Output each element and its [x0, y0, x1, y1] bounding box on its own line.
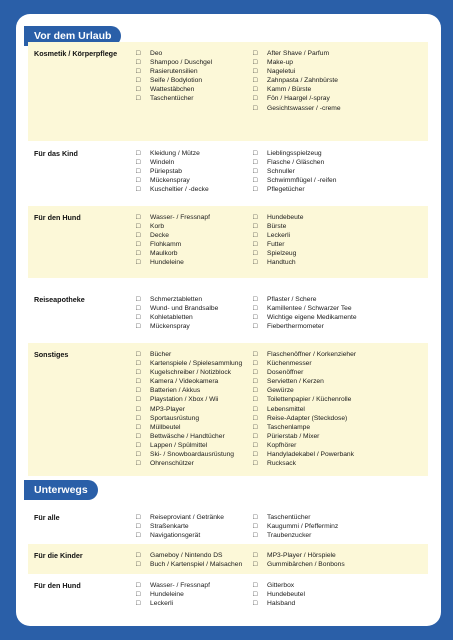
checkbox-icon[interactable]: □	[136, 405, 141, 413]
item-label: Püriерstab	[150, 168, 182, 176]
item-label: Shampoo / Duschgel	[150, 59, 213, 67]
section-hund-unterwegs	[28, 574, 428, 614]
item-label: Kartenspiele / Spielesammlung	[150, 360, 243, 368]
checklist-item[interactable]	[136, 313, 248, 322]
item-label: Rucksack	[267, 460, 296, 468]
checklist-item[interactable]	[136, 459, 248, 468]
item-label: Deo	[150, 50, 163, 57]
checklist-item[interactable]	[136, 581, 248, 590]
item-label: Straßenkarte	[150, 523, 189, 531]
checkbox-icon[interactable]: □	[136, 552, 141, 559]
item-label: Wasser- / Fressnapf	[150, 214, 210, 221]
checklist-item[interactable]	[253, 158, 423, 167]
checklist-item[interactable]	[253, 560, 423, 569]
item-label: Gitterbox	[267, 582, 295, 589]
section-heading-vacation: Vor dem Urlaub	[24, 26, 121, 46]
checklist-left	[136, 149, 248, 194]
item-label: Bücher	[150, 351, 172, 358]
checkbox-icon[interactable]: □	[253, 523, 258, 531]
item-label: After Shave / Parfum	[267, 50, 330, 57]
checklist-item[interactable]	[253, 368, 423, 377]
checkbox-icon[interactable]: □	[253, 241, 258, 249]
item-label: Pflaster / Schere	[267, 296, 317, 303]
checkbox-icon[interactable]: □	[136, 514, 141, 521]
item-label: Halsband	[267, 600, 296, 608]
item-label: Nageletui	[267, 68, 296, 76]
item-label: Fieberthermometer	[267, 323, 324, 331]
checklist-item[interactable]	[136, 167, 248, 176]
item-label: Ski- / Snowboardausrüstung	[150, 451, 235, 459]
checklist-item[interactable]	[253, 258, 423, 267]
item-label: Küchenmesser	[267, 360, 312, 368]
checkbox-icon[interactable]: □	[136, 177, 141, 185]
item-label: MP3-Player	[150, 405, 185, 413]
item-label: Flaschenöffner / Korkenzieher	[267, 351, 357, 358]
checklist-item[interactable]	[136, 67, 248, 76]
item-label: Bürste	[267, 223, 287, 231]
checklist-item[interactable]	[253, 304, 423, 313]
checkbox-icon[interactable]: □	[253, 223, 258, 231]
item-label: Batterien / Akkus	[150, 387, 201, 395]
checkbox-icon[interactable]: □	[136, 77, 141, 85]
checklist-item[interactable]	[253, 423, 423, 432]
checklist-item[interactable]	[136, 213, 248, 222]
checkbox-icon[interactable]: □	[253, 561, 258, 569]
checklist-item[interactable]	[136, 368, 248, 377]
item-label: Reiseproviant / Getränke	[150, 514, 224, 521]
checkbox-icon[interactable]: □	[253, 305, 258, 313]
checkbox-icon[interactable]: □	[253, 250, 258, 258]
checklist-item[interactable]	[253, 85, 423, 94]
section-label: Für den Hund	[34, 213, 81, 222]
checklist-right	[253, 213, 423, 268]
checkbox-icon[interactable]: □	[253, 460, 258, 468]
checkbox-icon[interactable]: □	[253, 214, 258, 221]
checkbox-icon[interactable]: □	[253, 314, 258, 322]
checklist-left	[136, 581, 248, 608]
checklist-right	[253, 513, 423, 540]
checklist-item[interactable]	[253, 522, 423, 531]
checkbox-icon[interactable]: □	[136, 532, 141, 540]
item-label: Schnuller	[267, 168, 295, 176]
checkbox-icon[interactable]: □	[253, 232, 258, 240]
checkbox-icon[interactable]: □	[136, 259, 141, 267]
checkbox-icon[interactable]: □	[253, 414, 258, 422]
item-label: MP3-Player / Hörspiele	[267, 552, 336, 559]
item-label: Schmerztabletten	[150, 296, 203, 303]
checklist-item[interactable]	[136, 240, 248, 249]
checklist-item[interactable]	[136, 522, 248, 531]
checklist-item[interactable]	[136, 441, 248, 450]
checklist-left	[136, 551, 248, 569]
checkbox-icon[interactable]: □	[136, 396, 141, 404]
checkbox-icon[interactable]: □	[253, 323, 258, 331]
checklist-item[interactable]	[253, 104, 423, 113]
section-kosmetik	[28, 42, 428, 141]
checkbox-icon[interactable]: □	[136, 323, 141, 331]
checklist-item[interactable]	[136, 386, 248, 395]
checkbox-icon[interactable]: □	[136, 351, 141, 358]
checklist-item[interactable]	[253, 185, 423, 194]
checkbox-icon[interactable]: □	[253, 582, 258, 589]
section-label: Für den Hund	[34, 581, 81, 590]
checklist-item[interactable]	[253, 459, 423, 468]
checklist-item[interactable]	[253, 405, 423, 414]
checklist-item[interactable]	[136, 432, 248, 441]
item-label: Flasche / Gläschen	[267, 159, 325, 167]
checkbox-icon[interactable]: □	[136, 387, 141, 395]
item-label: Maulkorb	[150, 250, 178, 258]
checklist-page	[16, 14, 441, 626]
checklist-item[interactable]	[253, 231, 423, 240]
item-label: Leckerli	[150, 600, 174, 608]
checklist-item[interactable]	[253, 432, 423, 441]
checklist-right	[253, 350, 423, 468]
item-label: Kopfhörer	[267, 441, 297, 449]
checkbox-icon[interactable]: □	[136, 159, 141, 167]
checkbox-icon[interactable]: □	[136, 369, 141, 377]
item-label: Pflegetücher	[267, 186, 305, 194]
item-label: Wasser- / Fressnapf	[150, 582, 210, 589]
checkbox-icon[interactable]: □	[253, 296, 258, 303]
section-apotheke	[28, 288, 428, 338]
checkbox-icon[interactable]: □	[253, 441, 258, 449]
checkbox-icon[interactable]: □	[253, 351, 258, 358]
item-label: Gesichtswasser / -creme	[267, 104, 341, 112]
checklist-item[interactable]	[136, 222, 248, 231]
checkbox-icon[interactable]: □	[253, 86, 258, 94]
item-label: Flohkamm	[150, 241, 182, 249]
checkbox-icon[interactable]: □	[253, 177, 258, 185]
checkbox-icon[interactable]: □	[253, 59, 258, 67]
checklist-item[interactable]	[136, 49, 248, 58]
checklist-item[interactable]	[253, 222, 423, 231]
checkbox-icon[interactable]: □	[136, 582, 141, 589]
item-label: Kamm / Bürste	[267, 86, 312, 94]
checkbox-icon[interactable]: □	[253, 360, 258, 368]
checkbox-icon[interactable]: □	[253, 159, 258, 167]
checkbox-icon[interactable]: □	[136, 168, 141, 176]
checklist-item[interactable]	[136, 414, 248, 423]
checklist-item[interactable]	[136, 560, 248, 569]
checklist-item[interactable]	[253, 581, 423, 590]
item-label: Gummibärchen / Bonbons	[267, 561, 345, 569]
checkbox-icon[interactable]: □	[136, 591, 141, 599]
checkbox-icon[interactable]: □	[253, 259, 258, 267]
item-label: Mückenspray	[150, 323, 190, 331]
checkbox-icon[interactable]: □	[253, 77, 258, 85]
item-label: Schwimmflügel / -reifen	[267, 177, 337, 185]
checklist-item[interactable]	[253, 67, 423, 76]
checkbox-icon[interactable]: □	[136, 296, 141, 303]
checklist-item[interactable]	[136, 176, 248, 185]
item-label: Handyladekabel / Powerbank	[267, 451, 354, 459]
item-label: Lieblingsspielzeug	[267, 150, 322, 157]
item-label: Hundeleine	[150, 591, 184, 599]
checklist-item[interactable]	[253, 176, 423, 185]
checkbox-icon[interactable]: □	[253, 532, 258, 540]
checklist-item[interactable]	[253, 167, 423, 176]
item-label: Handtuch	[267, 259, 296, 267]
checklist-item[interactable]	[253, 513, 423, 522]
item-label: Mückenspray	[150, 177, 190, 185]
checkbox-icon[interactable]: □	[136, 600, 141, 608]
checklist-item[interactable]	[136, 231, 248, 240]
item-label: Leckerli	[267, 232, 291, 240]
checklist-item[interactable]	[253, 350, 423, 359]
checkbox-icon[interactable]: □	[253, 95, 258, 103]
checklist-item[interactable]	[136, 395, 248, 404]
checklist-item[interactable]	[253, 76, 423, 85]
checkbox-icon[interactable]: □	[253, 50, 258, 57]
checkbox-icon[interactable]: □	[136, 150, 141, 157]
checkbox-icon[interactable]: □	[136, 305, 141, 313]
checklist-item[interactable]	[253, 313, 423, 322]
item-label: Rasierutensilien	[150, 68, 198, 76]
item-label: Kleidung / Mütze	[150, 150, 200, 157]
checklist-item[interactable]	[136, 513, 248, 522]
item-label: Wichtige eigene Medikamente	[267, 314, 357, 322]
checklist-item[interactable]	[136, 249, 248, 258]
section-alle	[28, 506, 428, 546]
checklist-item[interactable]	[136, 450, 248, 459]
section-label: Reiseapotheke	[34, 295, 85, 304]
checklist-item[interactable]	[136, 149, 248, 158]
checkbox-icon[interactable]: □	[136, 86, 141, 94]
item-label: Lappen / Spülmittel	[150, 441, 208, 449]
checkbox-icon[interactable]: □	[253, 68, 258, 76]
checkbox-icon[interactable]: □	[136, 68, 141, 76]
section-heading-travel: Unterwegs	[24, 480, 98, 500]
checklist-right	[253, 295, 423, 331]
checklist-item[interactable]	[253, 590, 423, 599]
checkbox-icon[interactable]: □	[136, 314, 141, 322]
checklist-item[interactable]	[253, 94, 423, 103]
checklist-item[interactable]	[253, 149, 423, 158]
section-label: Kosmetik / Körperpflege	[34, 49, 118, 58]
checklist-item[interactable]	[136, 531, 248, 540]
checkbox-icon[interactable]: □	[253, 432, 258, 440]
section-sonstiges	[28, 343, 428, 476]
checkbox-icon[interactable]: □	[136, 360, 141, 368]
checkbox-icon[interactable]: □	[136, 232, 141, 240]
item-label: Spielzeug	[267, 250, 297, 258]
checklist-item[interactable]	[253, 531, 423, 540]
item-label: Servietten / Kerzen	[267, 378, 324, 386]
checklist-item[interactable]	[253, 359, 423, 368]
checkbox-icon[interactable]: □	[136, 414, 141, 422]
checklist-left	[136, 350, 248, 468]
checklist-item[interactable]	[136, 590, 248, 599]
checklist-item[interactable]	[253, 386, 423, 395]
item-label: Gameboy / Nintendo DS	[150, 552, 223, 559]
checkbox-icon[interactable]: □	[136, 441, 141, 449]
checklist-left	[136, 213, 248, 268]
section-kind	[28, 142, 428, 204]
checklist-item[interactable]	[253, 249, 423, 258]
checklist-item[interactable]	[253, 213, 423, 222]
checklist-item[interactable]	[253, 377, 423, 386]
checkbox-icon[interactable]: □	[136, 250, 141, 258]
checklist-item[interactable]	[136, 185, 248, 194]
item-label: Taschentücher	[267, 514, 311, 521]
item-label: Make-up	[267, 59, 294, 67]
item-label: Navigationsgerät	[150, 532, 201, 540]
item-label: Hundebeutel	[267, 591, 305, 599]
checkbox-icon[interactable]: □	[253, 104, 258, 112]
checkbox-icon[interactable]: □	[253, 186, 258, 194]
item-label: Sportausrüstung	[150, 414, 200, 422]
checkbox-icon[interactable]: □	[136, 50, 141, 57]
checkbox-icon[interactable]: □	[136, 378, 141, 386]
item-label: Fön / Haargel /-spray	[267, 95, 330, 103]
item-label: Pürierstab / Mixer	[267, 432, 320, 440]
item-label: Seife / Bodylotion	[150, 77, 203, 85]
checklist-item[interactable]	[136, 322, 248, 331]
checklist-item[interactable]	[253, 441, 423, 450]
checkbox-icon[interactable]: □	[253, 387, 258, 395]
item-label: Playstation / Xbox / Wii	[150, 396, 219, 404]
item-label: Hundebeute	[267, 214, 304, 221]
item-label: Kugelschreiber / Notizblock	[150, 369, 232, 377]
checkbox-icon[interactable]: □	[136, 460, 141, 468]
item-label: Korb	[150, 223, 165, 231]
item-label: Decke	[150, 232, 169, 240]
section-label: Für das Kind	[34, 149, 78, 158]
checklist-item[interactable]	[136, 158, 248, 167]
checklist-item[interactable]	[253, 322, 423, 331]
checklist-left	[136, 49, 248, 104]
checkbox-icon[interactable]: □	[136, 241, 141, 249]
checkbox-icon[interactable]: □	[253, 396, 258, 404]
checklist-right	[253, 581, 423, 608]
checklist-item[interactable]	[136, 76, 248, 85]
checklist-item[interactable]	[136, 551, 248, 560]
item-label: Ohrenschützer	[150, 460, 194, 468]
checklist-right	[253, 149, 423, 194]
checklist-item[interactable]	[253, 551, 423, 560]
checklist-item[interactable]	[136, 599, 248, 608]
item-label: Dosenöffner	[267, 369, 304, 377]
item-label: Kaugummi / Pfefferminz	[267, 523, 339, 531]
section-kinder	[28, 544, 428, 574]
checkbox-icon[interactable]: □	[136, 423, 141, 431]
item-label: Hundeleine	[150, 259, 184, 267]
item-label: Taschenlampe	[267, 423, 311, 431]
checklist-left	[136, 295, 248, 331]
checkbox-icon[interactable]: □	[253, 168, 258, 176]
checkbox-icon[interactable]: □	[253, 600, 258, 608]
section-label: Für die Kinder	[34, 551, 83, 560]
checklist-item[interactable]	[136, 58, 248, 67]
checklist-left	[136, 513, 248, 540]
checklist-item[interactable]	[253, 450, 423, 459]
checklist-right	[253, 49, 423, 113]
checklist-item[interactable]	[136, 94, 248, 103]
item-label: Wattestäbchen	[150, 86, 195, 94]
section-label: Für alle	[34, 513, 60, 522]
checklist-item[interactable]	[136, 359, 248, 368]
item-label: Wund- und Brandsalbe	[150, 305, 219, 313]
checklist-item[interactable]	[136, 295, 248, 304]
checklist-item[interactable]	[136, 258, 248, 267]
checkbox-icon[interactable]: □	[136, 214, 141, 221]
checkbox-icon[interactable]: □	[253, 150, 258, 157]
section-hund	[28, 206, 428, 278]
checklist-item[interactable]	[136, 350, 248, 359]
checklist-item[interactable]	[136, 405, 248, 414]
checklist-right	[253, 551, 423, 569]
checkbox-icon[interactable]: □	[253, 405, 258, 413]
checkbox-icon[interactable]: □	[253, 378, 258, 386]
checkbox-icon[interactable]: □	[136, 95, 141, 103]
checklist-item[interactable]	[253, 414, 423, 423]
item-label: Windeln	[150, 159, 175, 167]
checkbox-icon[interactable]: □	[253, 423, 258, 431]
section-label: Sonstiges	[34, 350, 69, 359]
checklist-item[interactable]	[253, 58, 423, 67]
checklist-item[interactable]	[136, 85, 248, 94]
item-label: Kamera / Videokamera	[150, 378, 219, 386]
item-label: Kuscheltier / -decke	[150, 186, 209, 194]
item-label: Bettwäsche / Handtücher	[150, 432, 225, 440]
checklist-item[interactable]	[253, 49, 423, 58]
checkbox-icon[interactable]: □	[136, 223, 141, 231]
checkbox-icon[interactable]: □	[253, 591, 258, 599]
checkbox-icon[interactable]: □	[136, 451, 141, 459]
checkbox-icon[interactable]: □	[136, 523, 141, 531]
item-label: Zahnpasta / Zahnbürste	[267, 77, 339, 85]
item-label: Futter	[267, 241, 285, 249]
checklist-item[interactable]	[253, 240, 423, 249]
item-label: Kamillentee / Schwarzer Tee	[267, 305, 352, 313]
checklist-item[interactable]	[253, 295, 423, 304]
item-label: Taschentücher	[150, 95, 194, 103]
item-label: Traubenzucker	[267, 532, 312, 540]
checklist-item[interactable]	[136, 423, 248, 432]
item-label: Buch / Kartenspiel / Malsachen	[150, 561, 243, 569]
checkbox-icon[interactable]: □	[136, 59, 141, 67]
item-label: Lebensmittel	[267, 405, 305, 413]
checkbox-icon[interactable]: □	[253, 552, 258, 559]
checkbox-icon[interactable]: □	[136, 432, 141, 440]
item-label: Gewürze	[267, 387, 294, 395]
checkbox-icon[interactable]: □	[136, 561, 141, 569]
checklist-item[interactable]	[136, 377, 248, 386]
checkbox-icon[interactable]: □	[253, 369, 258, 377]
item-label: Toilettenpapier / Küchenrolle	[267, 396, 352, 404]
checkbox-icon[interactable]: □	[253, 514, 258, 521]
item-label: Müllbeutel	[150, 423, 181, 431]
checklist-item[interactable]	[136, 304, 248, 313]
checklist-item[interactable]	[253, 599, 423, 608]
checklist-item[interactable]	[253, 395, 423, 404]
checkbox-icon[interactable]: □	[136, 186, 141, 194]
checkbox-icon[interactable]: □	[253, 451, 258, 459]
item-label: Reise-Adapter (Steckdose)	[267, 414, 348, 422]
item-label: Kohletabletten	[150, 314, 193, 322]
